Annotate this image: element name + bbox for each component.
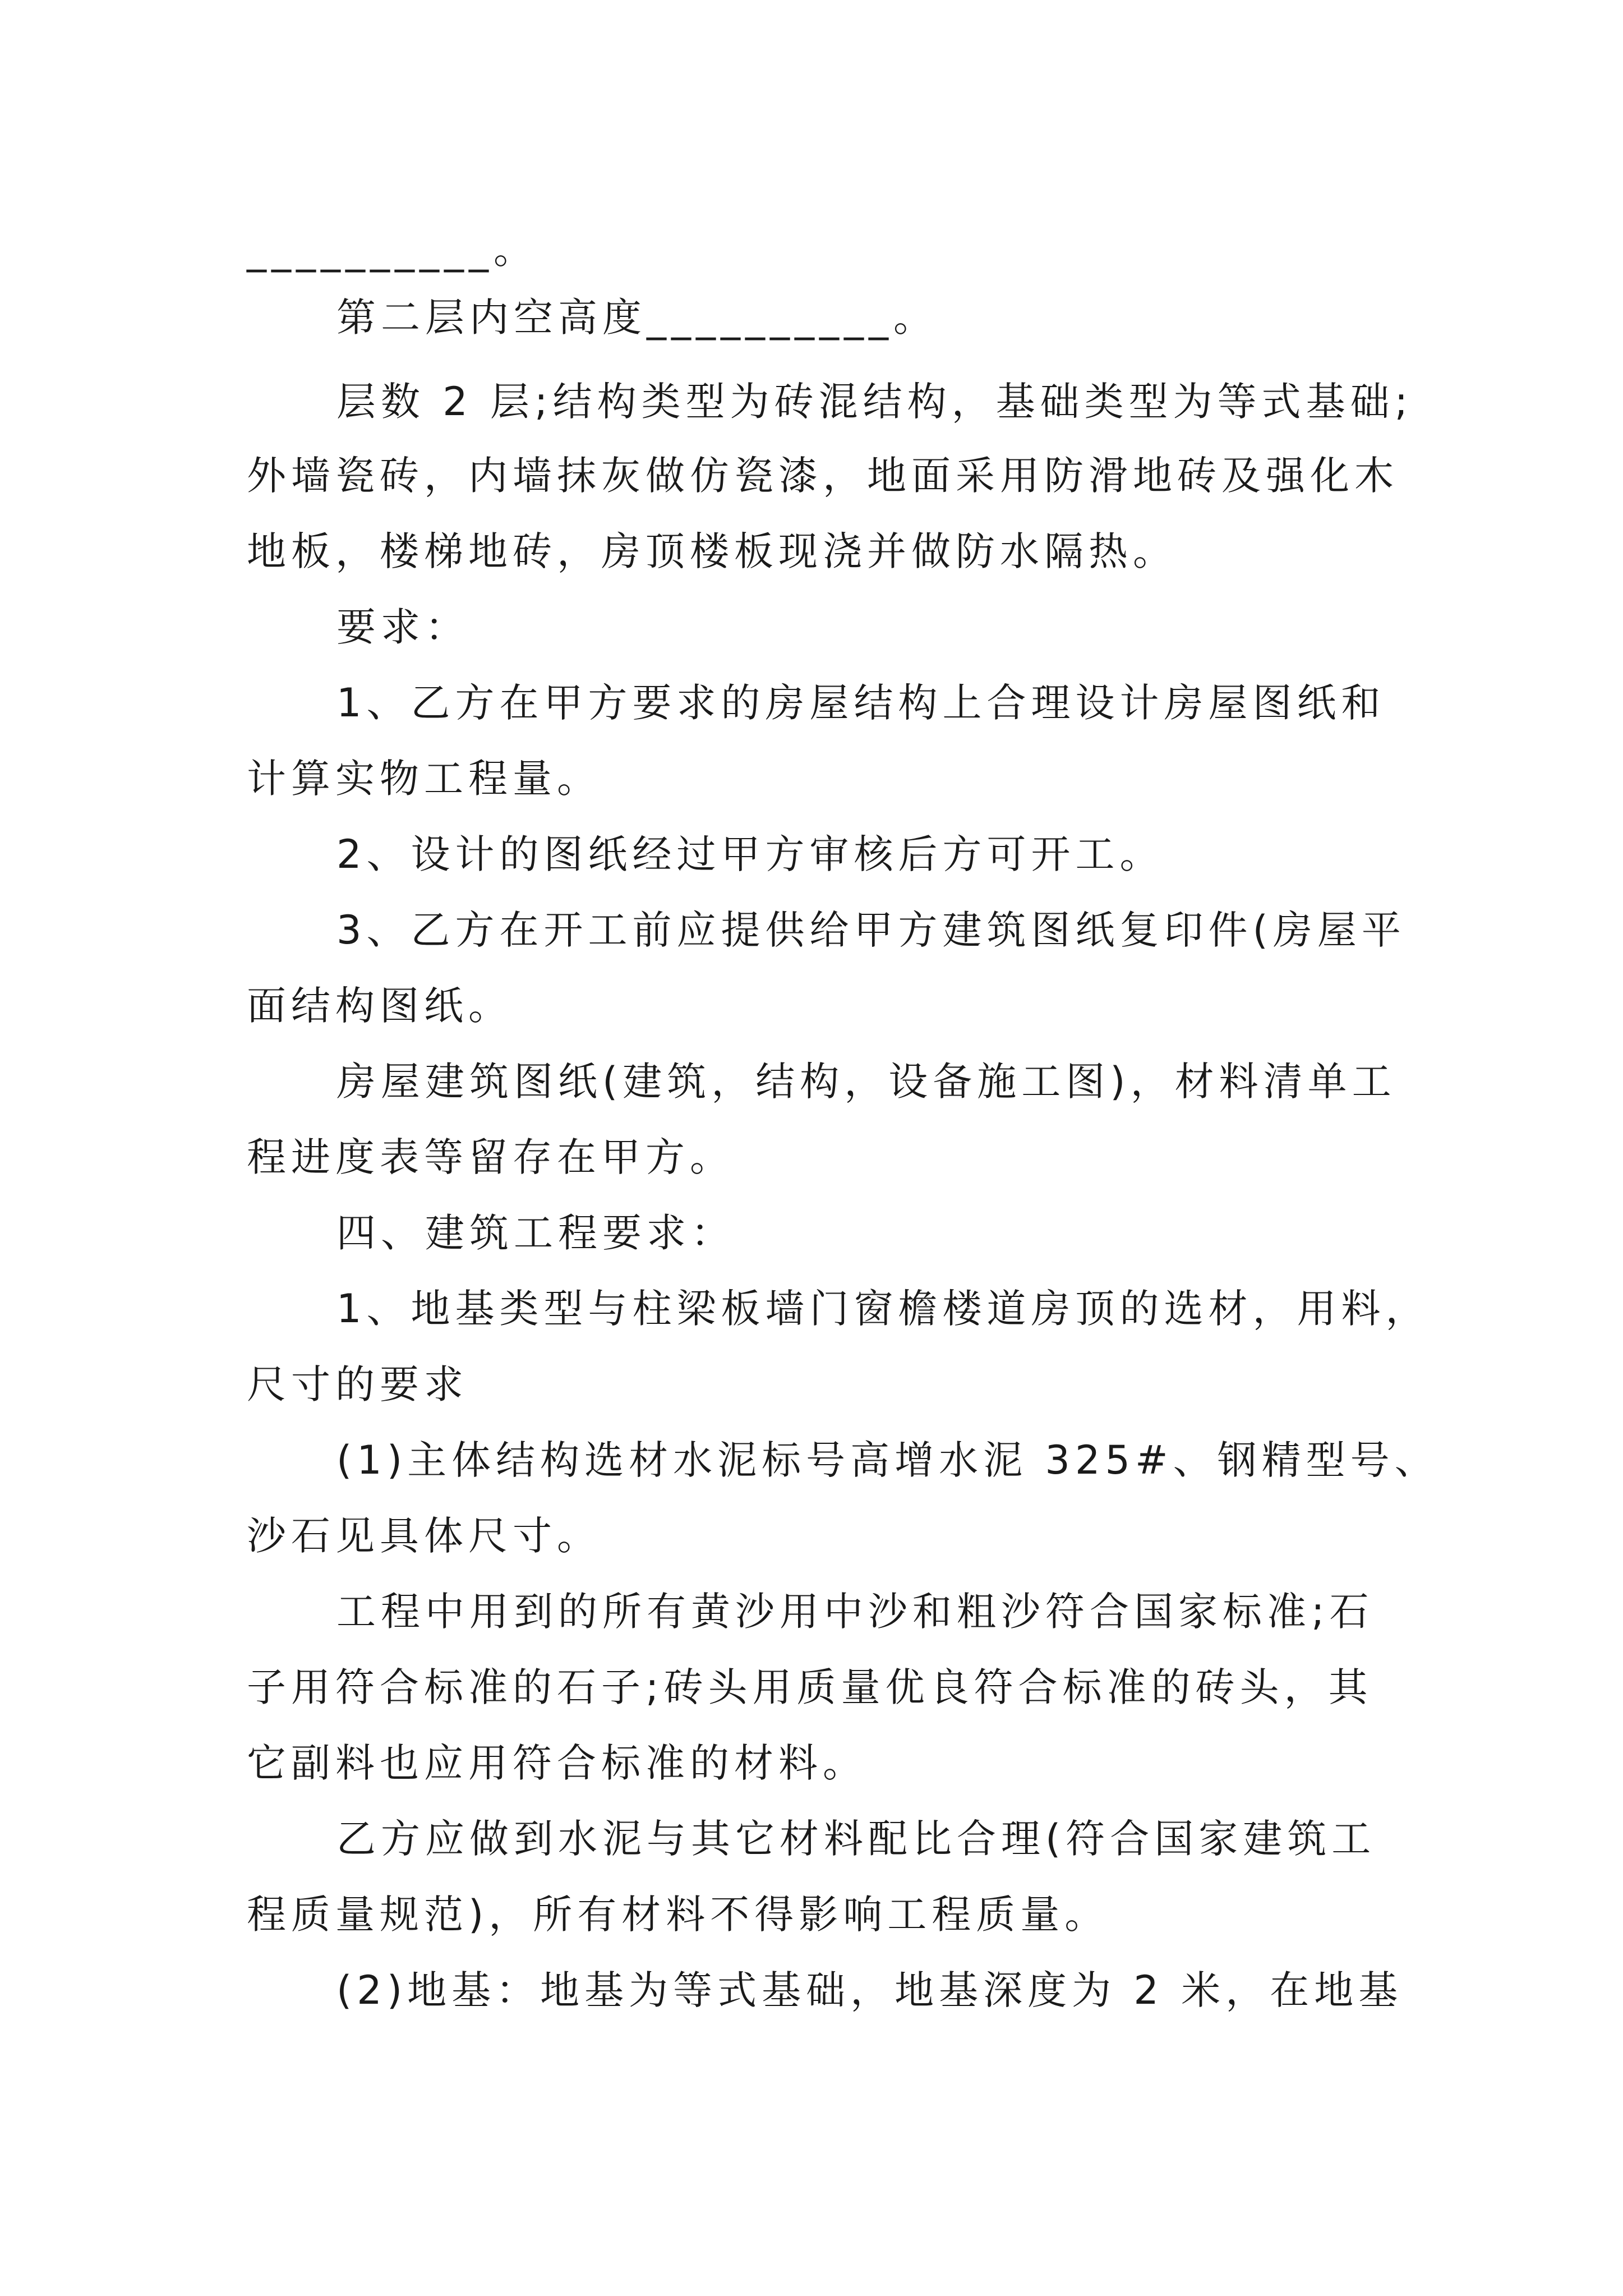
text-line: 它副料也应用符合标准的材料。 <box>247 1740 867 1786</box>
text-line: 房屋建筑图纸(建筑，结构，设备施工图)，材料清单工 <box>336 1059 1396 1105</box>
text-line: 3、乙方在开工前应提供给甲方建筑图纸复印件(房屋平 <box>336 907 1406 953</box>
text-line: 2、设计的图纸经过甲方审核后方可开工。 <box>336 831 1164 877</box>
text-line: 程进度表等留存在甲方。 <box>247 1134 734 1180</box>
text-line: 沙石见具体尺寸。 <box>247 1513 601 1559</box>
text-line: 要求： <box>336 604 469 650</box>
text-line: __________。 <box>247 227 538 273</box>
text-line: 面结构图纸。 <box>247 983 513 1029</box>
text-line: 1、地基类型与柱梁板墙门窗檐楼道房顶的选材，用料， <box>336 1286 1430 1332</box>
text-line: 工程中用到的所有黄沙用中沙和粗沙符合国家标准;石 <box>336 1589 1374 1635</box>
text-line: 第二层内空高度__________。 <box>336 295 938 341</box>
text-line: 乙方应做到水泥与其它材料配比合理(符合国家建筑工 <box>336 1816 1376 1862</box>
text-line: 子用符合标准的石子;砖头用质量优良符合标准的砖头，其 <box>247 1664 1373 1710</box>
text-line: 外墙瓷砖，内墙抹灰做仿瓷漆，地面采用防滑地砖及强化木 <box>247 453 1399 499</box>
text-line: 尺寸的要求 <box>247 1361 468 1407</box>
text-line: (1)主体结构选材水泥标号高增水泥 325#、钢精型号、 <box>336 1437 1439 1483</box>
text-line: 地板，楼梯地砖，房顶楼板现浇并做防水隔热。 <box>247 528 1177 574</box>
text-line: (2)地基：地基为等式基础，地基深度为 2 米，在地基 <box>336 1967 1403 2013</box>
text-line: 层数 2 层;结构类型为砖混结构，基础类型为等式基础; <box>336 379 1413 425</box>
text-line: 程质量规范)，所有材料不得影响工程质量。 <box>247 1892 1109 1938</box>
text-line: 计算实物工程量。 <box>247 756 601 802</box>
text-line: 四、建筑工程要求： <box>336 1210 735 1256</box>
text-line: 1、乙方在甲方要求的房屋结构上合理设计房屋图纸和 <box>336 680 1386 726</box>
